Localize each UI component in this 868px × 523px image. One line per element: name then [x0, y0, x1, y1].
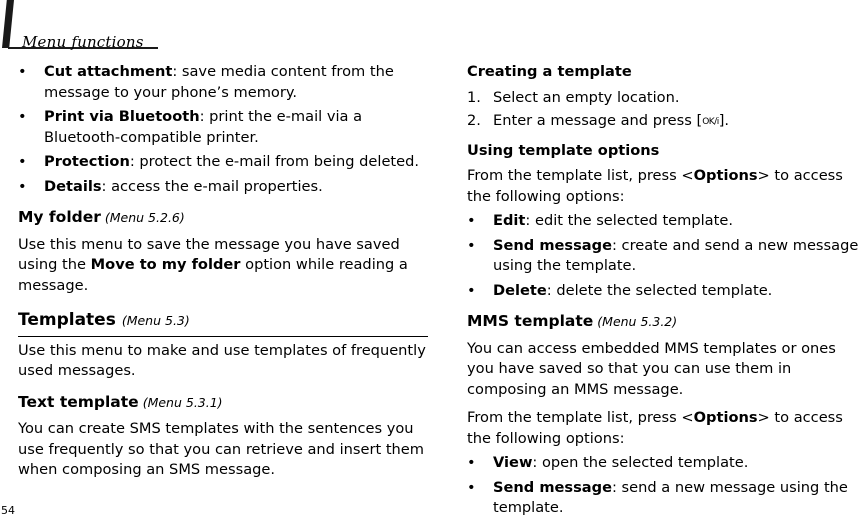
page-header-title: Menu functions: [22, 33, 144, 51]
bullet-text: : save media content from the message to your phone’s memory.: [44, 63, 394, 101]
step-2: 2. Enter a message and press [OK/i].: [467, 111, 867, 133]
header-accent-bar: [2, 0, 14, 48]
my-folder-heading: My folder (Menu 5.2.6): [18, 208, 185, 226]
right-column: [467, 62, 867, 523]
bullet-send-message: • Send message: create and send a new message using the template.: [467, 236, 859, 274]
templates-heading: Templates (Menu 5.3): [18, 310, 428, 337]
bullet-term: Print via Bluetooth: [44, 108, 200, 125]
ok-key-icon: OK/i: [702, 117, 719, 127]
text-template-heading: Text template (Menu 5.3.1): [18, 392, 223, 411]
mms-description: You can access embedded MMS templates or ones you have saved so that you can use them in composing an MMS message.: [467, 339, 836, 398]
bullet-delete: • Delete: delete the selected template.: [467, 281, 773, 299]
left-column: [18, 62, 428, 485]
step-1: 1. Select an empty location.: [467, 88, 680, 106]
text-template-description: You can create SMS templates with the sentences you use frequently so that you can retrieve and insert them when composing an SMS message.: [18, 420, 424, 478]
page-number: 54: [1, 504, 15, 517]
bullet-print-via-bluetooth: • Print via Bluetooth: print the e-mail via a Bluetooth-compatible printer.: [18, 108, 363, 146]
bullet-term: Cut attachment: [44, 63, 173, 80]
mms-options-intro: From the template list, press <Options> to access the following options:: [467, 409, 843, 447]
bullet-term: Protection: [44, 153, 130, 170]
bullet-view: • View: open the selected template.: [467, 454, 749, 471]
creating-template-heading: Creating a template: [467, 63, 632, 80]
bullet-text: : protect the e-mail from being deleted.: [129, 153, 420, 170]
options-intro: From the template list, press <Options> to access the following options:: [467, 167, 843, 205]
using-template-options-heading: Using template options: [467, 141, 660, 159]
bullet-text: : print the e-mail via a Bluetooth-compatible printer.: [44, 108, 363, 146]
bullet-protection: • Protection: protect the e-mail from being deleted.: [18, 153, 420, 170]
bullet-text: : access the e-mail properties.: [101, 177, 323, 195]
my-folder-description: Use this menu to save the message you have saved using the Move to my folder option while reading a message.: [18, 235, 408, 294]
bullet-details: • Details: access the e-mail properties.: [18, 177, 323, 195]
mms-template-heading: MMS template (Menu 5.3.2): [467, 312, 678, 330]
bullet-cut-attachment: • Cut attachment: save media content from the message to your phone’s memory.: [18, 63, 394, 101]
bullet-term: Details: [44, 177, 102, 195]
bullet-mms-send-message: • Send message: send a new message using the template.: [467, 478, 848, 516]
templates-description: Use this menu to make and use templates of frequently used messages.: [18, 341, 426, 379]
bullet-edit: • Edit: edit the selected template.: [467, 212, 733, 229]
